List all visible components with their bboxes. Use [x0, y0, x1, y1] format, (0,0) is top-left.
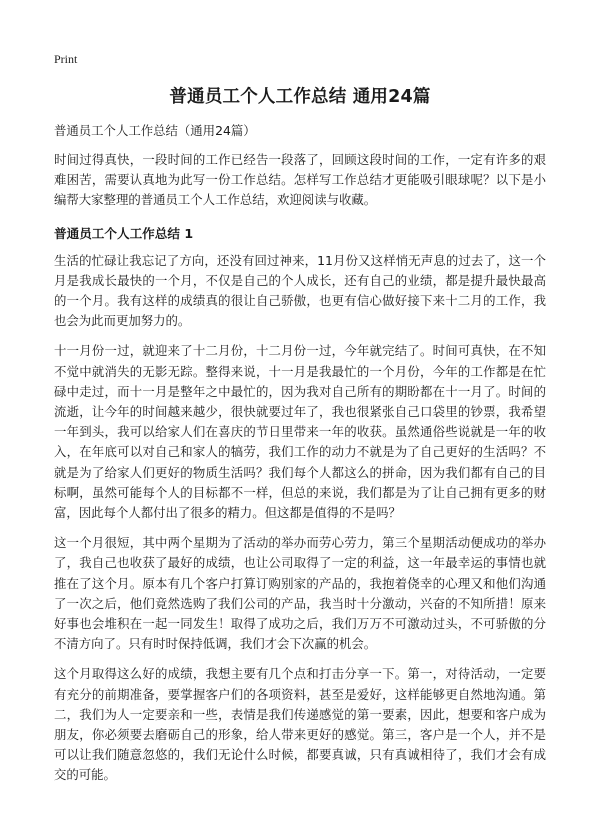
section-heading: 普通员工个人工作总结 1 [54, 225, 194, 241]
body-paragraph-1: 生活的忙碌让我忘记了方向，还没有回过神来，11月份又这样悄无声息的过去了，这一个月是我成长最快的一个月，不仅是自己的个人成长，还有自己的业绩，都是提升最快最高的一个月。我有这样的成绩真的很让自己骄傲，也更有信心做好接下来十二月的工作，我也会为此而更加努力的。 [54, 252, 546, 329]
body-paragraph-4: 这个月取得这么好的成绩，我想主要有几个点和打击分享一下。第一，对待活动，一定要有充分的前期准备，要掌握客户们的各项资料，甚至是爱好，这样能够更自然地沟通。第二，我们为人一定要亲和一些，表情是我们传递感觉的第一要素，因此，想要和客户成为朋友，你必须要去磨砺自己的形象，给人带来更好的感觉。第三，客户是一个人，并不是可以让我们随意忽悠的，我们无论什么时候，都要真诚，只有真诚相待了，我们才会有成交的可能。 [54, 666, 546, 783]
print-link[interactable]: Print [54, 52, 78, 66]
body-paragraph-3: 这一个月很短，其中两个星期为了活动的举办而劳心劳力，第三个星期活动便成功的举办了，我自己也收获了最好的成绩，也让公司取得了一定的利益，这一年最幸运的事情也就推在了这个月。原本有几个客户打算订购别家的产品的，我抱着侥幸的心理又和他们沟通了一次之后，他们竟然选购了我们公司的产品，我当时十分激动，兴奋的不知所措！原来好事也会堆积在一起一同发生！取得了成功之后，我们万万不可激动过头，不可骄傲的分不清方向了。只有时时保持低调，我们才会下次赢的机会。 [54, 535, 546, 652]
body-paragraph-2: 十一月份一过，就迎来了十二月份，十二月份一过，今年就完结了。时间可真快，在不知不觉中就消失的无影无踪。整得来说，十一月是我最忙的一个月份，今年的工作都是在忙碌中走过，而十一月是整年之中最忙的，因为我对自己所有的期盼都在十一月了。时间的流逝，让今年的时间越来越少，很快就要过年了，我也很紧张自己口袋里的钞票，我希望一年到头，我可以给家人们在喜庆的节日里带来一年的收获。虽然通俗些说就是一年的收入，在年底可以对自己和家人的犒劳，我们工作的动力不就是为了自己更好的生活吗？不就是为了给家人们更好的物质生活吗？我们每个人都这么的拼命，因为我们都有自己的目标啊，虽然可能每个人的目标都不一样，但总的来说，我们都是为了让自己拥有更多的财富，因此每个人都付出了很多的精力。但这都是值得的不是吗？ [54, 343, 546, 521]
intro-paragraph: 时间过得真快，一段时间的工作已经告一段落了，回顾这段时间的工作，一定有许多的艰难困苦，需要认真地为此写一份工作总结。怎样写工作总结才更能吸引眼球呢？以下是小编帮大家整理的普通员工个人工作总结，欢迎阅读与收藏。 [54, 152, 546, 208]
document-title: 普通员工个人工作总结 通用24篇 [169, 87, 431, 107]
document-subtitle: 普通员工个人工作总结（通用24篇） [54, 123, 256, 138]
